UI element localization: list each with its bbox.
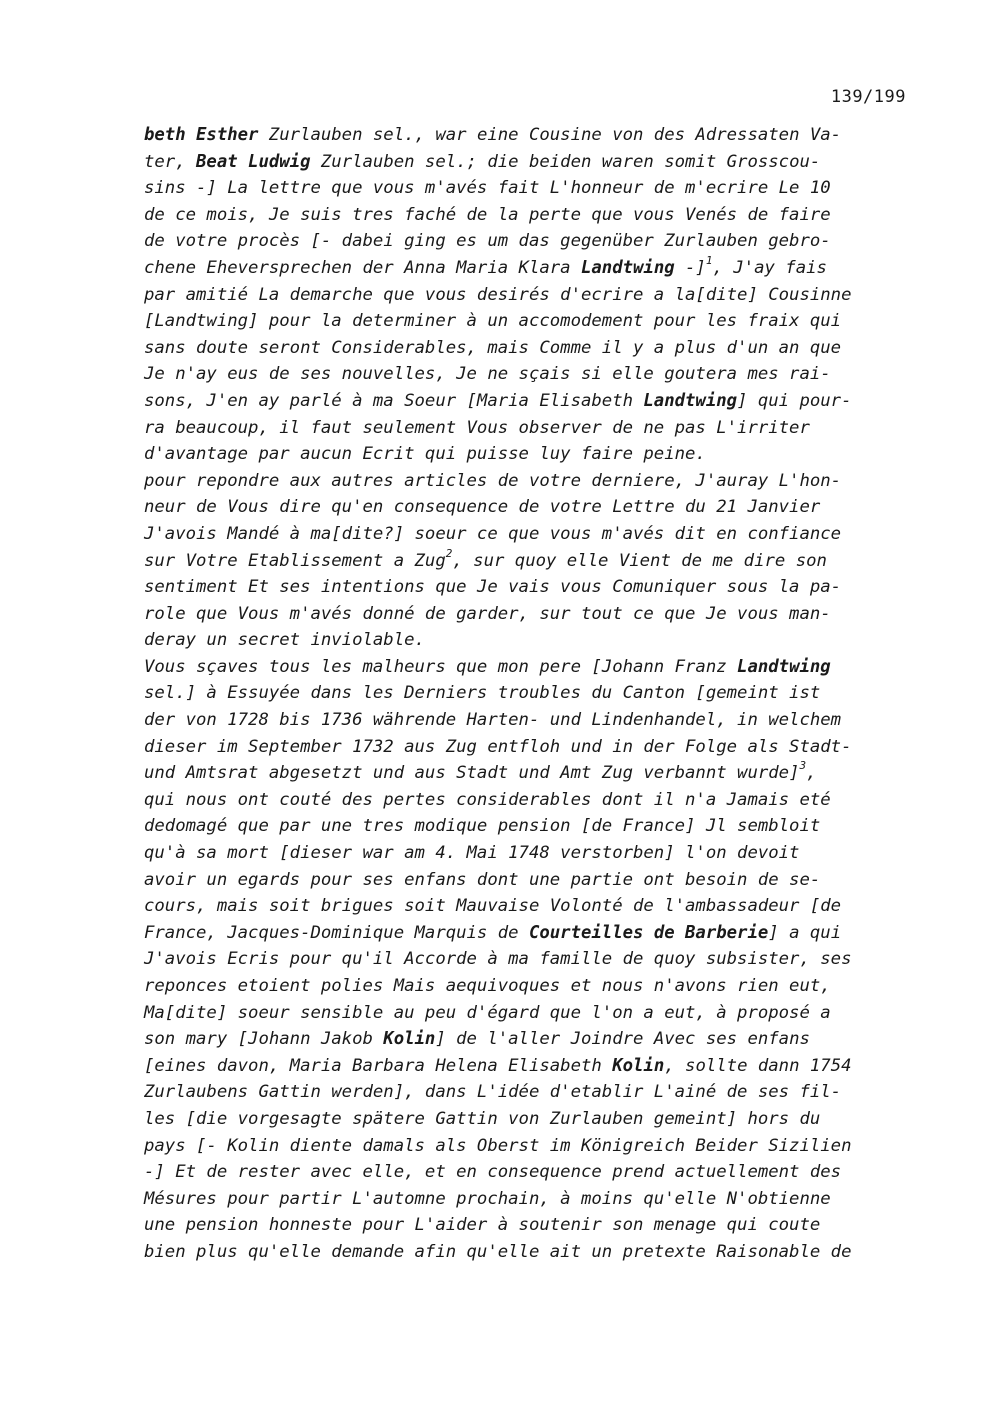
text-segment: avoir un egards pour ses enfans dont une partie ont besoin de se- [144,869,821,890]
bold-name: Landtwing [737,656,831,677]
text-line [144,122,914,149]
bold-name: Landtwing [580,257,675,278]
text-segment: qui nous ont couté des pertes considerables dont il n'a Jamais eté [144,789,831,810]
text-line [144,1239,914,1266]
text-segment: J'avois Ecris pour qu'il Accorde à ma famille de quoy subsister, ses [144,949,852,970]
text-line [144,601,914,628]
text-segment: ra beaucoup, il faut seulement Vous observer de ne pas L'irriter [144,417,810,438]
text-segment: sentiment Et ses intentions que Je vais vous Comuniquer sous la pa- [144,577,842,598]
text-segment: J'avois Mandé à ma[dite?] soeur ce que vous m'avés dit en confiance [144,523,842,544]
text-segment: Zurlaubens Gattin werden], dans L'idée d'etablir L'ainé de ses fil- [144,1082,842,1103]
text-segment: ] a qui [768,922,842,943]
text-segment: und Amtsrat abgesetzt und aus Stadt und Amt Zug verbannt wurde] [144,763,800,784]
text-line [144,494,914,521]
text-line [144,734,914,761]
text-segment: , sur quoy elle Vient de me dire son [452,550,827,571]
text-line [144,335,914,362]
text-segment: qu'à sa mort [dieser war am 4. Mai 1748 verstorben] l'on devoit [144,843,800,864]
text-line [144,920,914,947]
text-segment: ter, [144,151,197,172]
text-segment: Vous sçaves tous les malheurs que mon pere [Johann Franz [144,656,738,677]
text-line [144,468,914,495]
text-line [144,175,914,202]
text-segment: d'avantage par aucun Ecrit qui puisse luy faire peine. [144,444,706,465]
text-line [144,574,914,601]
text-line [144,1212,914,1239]
text-segment: sons, J'en ay parlé à ma Soeur [Maria Elisabeth [144,390,644,411]
text-line [144,282,914,309]
text-line [144,1186,914,1213]
text-line [144,1079,914,1106]
bold-name: Kolin [383,1029,436,1050]
text-segment: [Landtwing] pour la determiner à un accomodement pour les fraix qui [144,311,842,332]
text-segment: ] qui pour- [737,390,852,411]
text-line [144,415,914,442]
text-segment: cours, mais soit brigues soit Mauvaise Volonté de l'ambassadeur [de [144,896,842,917]
text-line [144,388,914,415]
text-line [144,308,914,335]
text-segment: reponces etoient polies Mais aequivoques et nous n'avons rien eut, [144,976,831,996]
text-line [144,361,914,388]
text-line [144,760,914,787]
text-segment: pays [- Kolin diente damals als Oberst im Königreich Beider Sizilien [144,1135,852,1156]
text-segment: sur Votre Etablissement a Zug [144,550,446,571]
text-segment: -] [674,257,706,278]
text-segment: sins -] La lettre que vous m'avés fait L'honneur de m'ecrire Le 10 [144,178,831,199]
text-segment: ] de l'aller Joindre Avec ses enfans [435,1029,810,1050]
footnote-marker: 3 [799,759,807,773]
text-line [144,1159,914,1186]
text-segment: [eines davon, Maria Barbara Helena Elisabeth [144,1055,613,1076]
text-segment: Ma[dite] soeur sensible au peu d'égard que l'on a eut, à proposé a [144,1002,831,1023]
text-segment: son mary [Johann Jakob [144,1029,384,1050]
text-line [144,441,914,468]
text-segment: Zurlauben sel.; die beiden waren somit Grosscou- [310,151,821,172]
text-segment: sans doute seront Considerables, mais Comme il y a plus d'un an que [144,337,842,358]
transcription-body [144,122,914,1266]
text-line [144,1133,914,1160]
text-line [144,867,914,894]
text-line [144,973,914,1000]
text-segment: de votre procès [- dabei ging es um das gegenüber Zurlauben gebro- [144,231,831,252]
text-segment: deray un secret inviolable. [144,630,425,651]
text-segment: France, Jacques-Dominique Marquis de [144,922,529,943]
text-line [144,521,914,548]
text-segment: Zurlauben sel., war eine Cousine von des Adressaten Va- [258,125,842,145]
footnote-marker: 1 [705,254,713,268]
text-segment: une pension honneste pour L'aider à soutenir son menage qui coute [144,1215,821,1236]
text-segment: , J'ay fais [712,257,827,278]
text-segment: les [die vorgesagte spätere Gattin von Zurlauben gemeint] hors du [144,1108,821,1129]
bold-name: Kolin [612,1055,665,1076]
text-segment: bien plus qu'elle demande afin qu'elle ait un pretexte Raisonable de [144,1241,852,1262]
text-segment: , sollte dann 1754 [664,1055,852,1076]
text-segment: , [806,763,817,784]
text-line [144,1106,914,1133]
text-line [144,893,914,920]
text-segment: chene Eheversprechen der Anna Maria Klara [144,257,581,278]
text-line [144,946,914,973]
text-segment: sel.] à Essuyée dans les Derniers troubles du Canton [gemeint ist [144,683,821,704]
text-segment: Mésures pour partir L'automne prochain, à moins qu'elle N'obtienne [144,1188,831,1209]
text-segment: neur de Vous dire qu'en consequence de votre Lettre du 21 Janvier [144,497,821,518]
text-line [144,202,914,229]
page-number: 139/199 [830,87,906,107]
text-segment: -] Et de rester avec elle, et en consequence prend actuellement des [144,1162,842,1183]
text-line [144,654,914,681]
text-segment: par amitié La demarche que vous desirés d'ecrire a la[dite] Cousinne [144,284,852,305]
text-line [144,840,914,867]
text-line [144,787,914,814]
text-line [144,813,914,840]
bold-name: Beat Ludwig [196,151,311,172]
bold-name: Landtwing [643,390,738,411]
text-segment: pour repondre aux autres articles de votre derniere, J'auray L'hon- [144,470,842,491]
text-line [144,228,914,255]
footnote-marker: 2 [445,546,453,560]
text-line [144,149,914,176]
text-segment: de ce mois, Je suis tres faché de la perte que vous Venés de faire [144,204,831,225]
text-segment: role que Vous m'avés donné de garder, sur tout ce que Je vous man- [144,603,831,624]
text-line [144,680,914,707]
text-line [144,255,914,282]
bold-name: beth Esther [144,125,259,145]
text-line [144,627,914,654]
text-segment: dedomagé que par une tres modique pension [de France] Jl sembloit [144,816,821,837]
text-line [144,707,914,734]
text-line [144,548,914,575]
bold-name: Courteilles de Barberie [528,922,769,943]
text-line [144,1053,914,1080]
text-segment: dieser im September 1732 aus Zug entfloh und in der Folge als Stadt- [144,736,852,757]
text-line [144,1026,914,1053]
text-segment: Je n'ay eus de ses nouvelles, Je ne sçais si elle goutera mes rai- [144,364,831,385]
text-line [144,1000,914,1027]
text-segment: der von 1728 bis 1736 währende Harten- und Lindenhandel, in welchem [144,710,842,731]
